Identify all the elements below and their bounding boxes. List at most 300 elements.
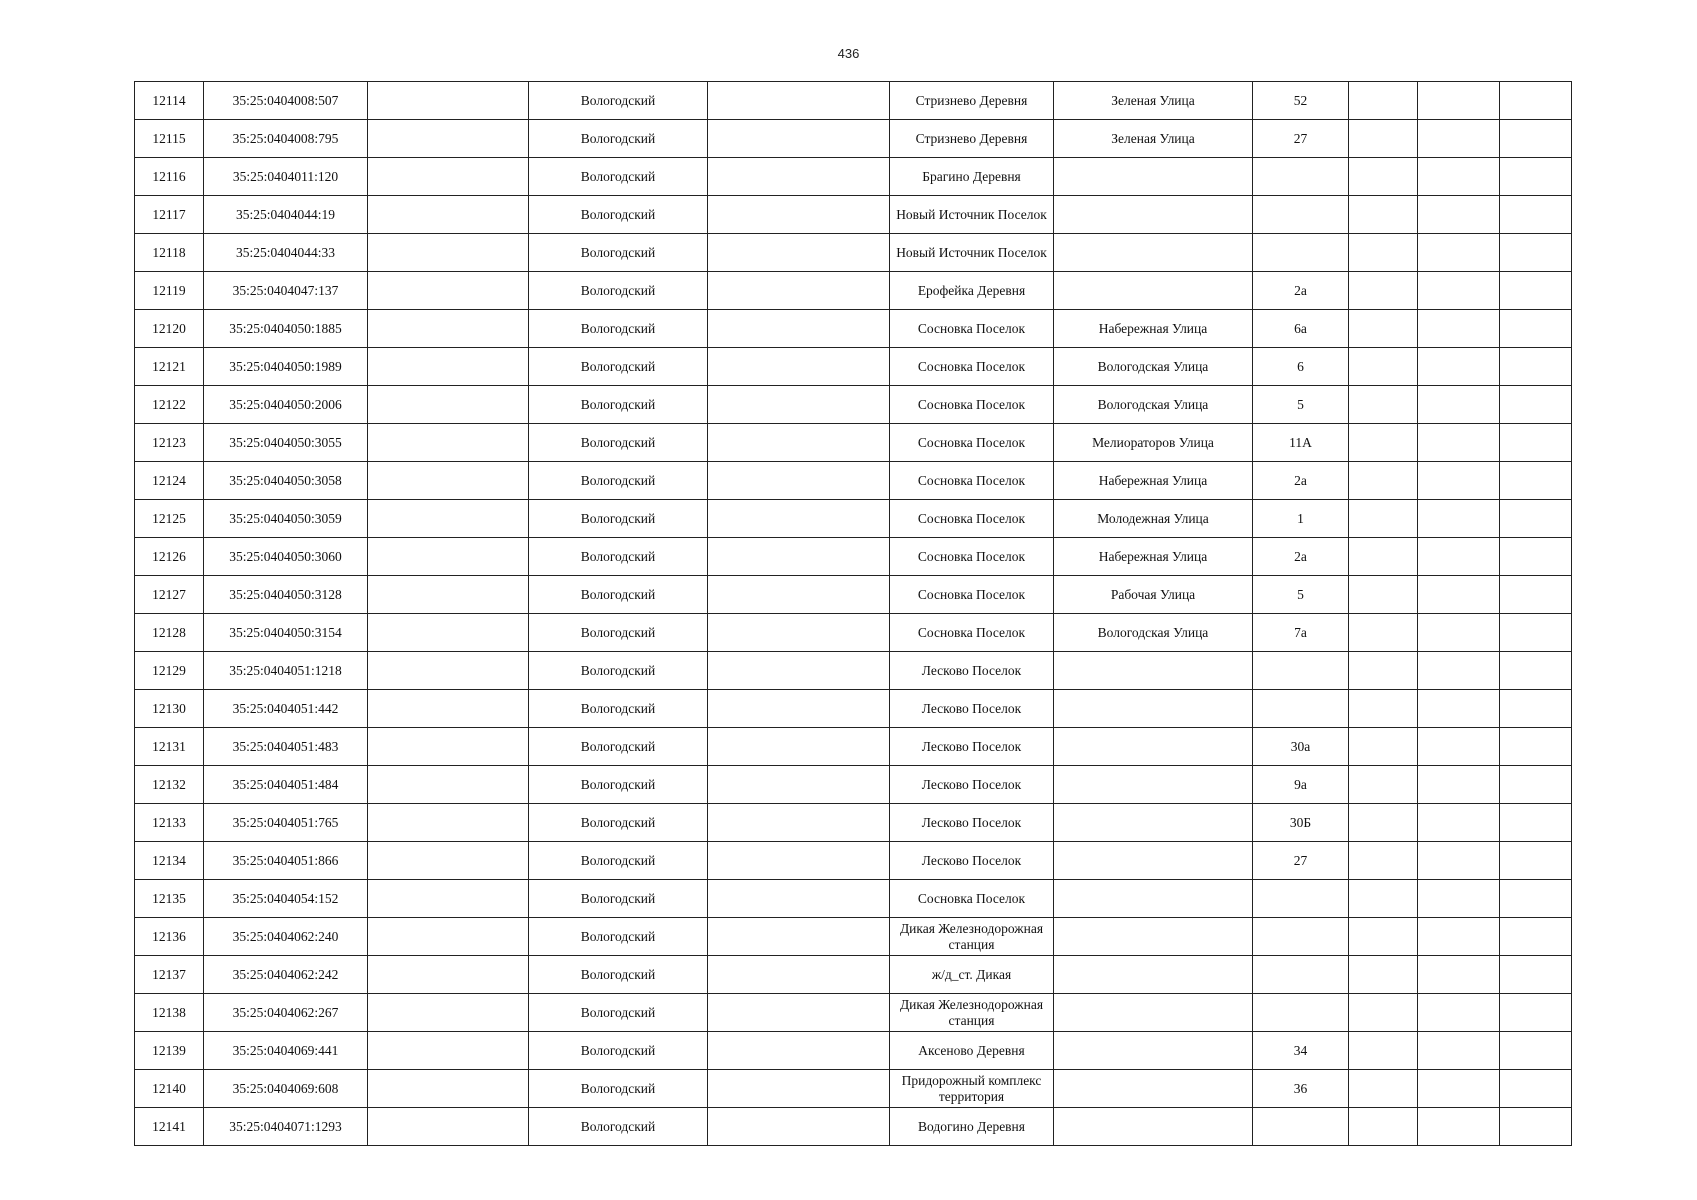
house-cell: 27 — [1253, 842, 1349, 880]
empty-cell — [1500, 82, 1572, 120]
street-cell: Набережная Улица — [1054, 310, 1253, 348]
row-number-cell: 12140 — [135, 1070, 204, 1108]
empty-cell — [1418, 956, 1500, 994]
empty-cell — [708, 956, 890, 994]
table-row — [135, 994, 1572, 1032]
row-number-cell: 12119 — [135, 272, 204, 310]
street-cell — [1054, 766, 1253, 804]
row-number-cell: 12139 — [135, 1032, 204, 1070]
empty-cell — [1349, 120, 1418, 158]
empty-cell — [368, 348, 529, 386]
house-cell — [1253, 1108, 1349, 1146]
street-cell — [1054, 652, 1253, 690]
table-row — [135, 1070, 1572, 1108]
district-cell: Вологодский — [529, 272, 708, 310]
street-cell — [1054, 880, 1253, 918]
empty-cell — [1418, 652, 1500, 690]
empty-cell — [368, 994, 529, 1032]
cadastral-number-cell: 35:25:0404050:3060 — [204, 538, 368, 576]
street-cell — [1054, 1032, 1253, 1070]
cadastral-number-cell: 35:25:0404008:507 — [204, 82, 368, 120]
empty-cell — [1418, 500, 1500, 538]
cadastral-number-cell: 35:25:0404069:608 — [204, 1070, 368, 1108]
empty-cell — [368, 842, 529, 880]
empty-cell — [1500, 1032, 1572, 1070]
district-cell: Вологодский — [529, 766, 708, 804]
empty-cell — [708, 1070, 890, 1108]
street-cell: Мелиораторов Улица — [1054, 424, 1253, 462]
empty-cell — [1349, 158, 1418, 196]
table-row — [135, 120, 1572, 158]
district-cell: Вологодский — [529, 82, 708, 120]
locality-cell: ж/д_ст. Дикая — [890, 956, 1054, 994]
street-cell — [1054, 956, 1253, 994]
house-cell — [1253, 196, 1349, 234]
empty-cell — [1418, 272, 1500, 310]
house-cell — [1253, 918, 1349, 956]
locality-cell: Сосновка Поселок — [890, 538, 1054, 576]
empty-cell — [1349, 462, 1418, 500]
street-cell: Набережная Улица — [1054, 462, 1253, 500]
locality-cell: Стризнево Деревня — [890, 120, 1054, 158]
district-cell: Вологодский — [529, 158, 708, 196]
empty-cell — [1349, 842, 1418, 880]
empty-cell — [1418, 158, 1500, 196]
empty-cell — [708, 348, 890, 386]
empty-cell — [368, 880, 529, 918]
district-cell: Вологодский — [529, 234, 708, 272]
table-row — [135, 310, 1572, 348]
empty-cell — [708, 234, 890, 272]
empty-cell — [1418, 1108, 1500, 1146]
district-cell: Вологодский — [529, 348, 708, 386]
street-cell — [1054, 728, 1253, 766]
empty-cell — [708, 386, 890, 424]
empty-cell — [1418, 918, 1500, 956]
locality-cell: Лесково Поселок — [890, 804, 1054, 842]
row-number-cell: 12132 — [135, 766, 204, 804]
empty-cell — [1500, 728, 1572, 766]
empty-cell — [708, 576, 890, 614]
empty-cell — [1349, 956, 1418, 994]
row-number-cell: 12136 — [135, 918, 204, 956]
empty-cell — [1418, 690, 1500, 728]
empty-cell — [1349, 538, 1418, 576]
empty-cell — [1349, 1108, 1418, 1146]
house-cell — [1253, 652, 1349, 690]
empty-cell — [1349, 1032, 1418, 1070]
district-cell: Вологодский — [529, 1070, 708, 1108]
district-cell: Вологодский — [529, 196, 708, 234]
row-number-cell: 12118 — [135, 234, 204, 272]
empty-cell — [1500, 1108, 1572, 1146]
locality-cell: Сосновка Поселок — [890, 500, 1054, 538]
row-number-cell: 12121 — [135, 348, 204, 386]
cadastral-number-cell: 35:25:0404051:442 — [204, 690, 368, 728]
house-cell — [1253, 880, 1349, 918]
empty-cell — [708, 310, 890, 348]
district-cell: Вологодский — [529, 880, 708, 918]
empty-cell — [368, 690, 529, 728]
empty-cell — [1418, 310, 1500, 348]
row-number-cell: 12138 — [135, 994, 204, 1032]
empty-cell — [1349, 576, 1418, 614]
cadastral-number-cell: 35:25:0404054:152 — [204, 880, 368, 918]
house-cell — [1253, 956, 1349, 994]
district-cell: Вологодский — [529, 120, 708, 158]
house-cell: 7а — [1253, 614, 1349, 652]
table-row — [135, 918, 1572, 956]
street-cell: Молодежная Улица — [1054, 500, 1253, 538]
street-cell: Рабочая Улица — [1054, 576, 1253, 614]
empty-cell — [1349, 766, 1418, 804]
table-row — [135, 652, 1572, 690]
empty-cell — [1500, 158, 1572, 196]
locality-cell: Брагино Деревня — [890, 158, 1054, 196]
empty-cell — [1418, 766, 1500, 804]
locality-cell: Сосновка Поселок — [890, 386, 1054, 424]
cadastral-number-cell: 35:25:0404069:441 — [204, 1032, 368, 1070]
empty-cell — [368, 538, 529, 576]
table-row — [135, 462, 1572, 500]
house-cell — [1253, 234, 1349, 272]
street-cell: Вологодская Улица — [1054, 348, 1253, 386]
empty-cell — [1500, 690, 1572, 728]
empty-cell — [1500, 462, 1572, 500]
cadastral-number-cell: 35:25:0404050:3059 — [204, 500, 368, 538]
locality-cell: Новый Источник Поселок — [890, 234, 1054, 272]
empty-cell — [1349, 234, 1418, 272]
house-cell — [1253, 994, 1349, 1032]
cadastral-number-cell: 35:25:0404050:3154 — [204, 614, 368, 652]
empty-cell — [1418, 82, 1500, 120]
district-cell: Вологодский — [529, 956, 708, 994]
district-cell: Вологодский — [529, 728, 708, 766]
cadastral-number-cell: 35:25:0404062:242 — [204, 956, 368, 994]
empty-cell — [1418, 728, 1500, 766]
table-row — [135, 576, 1572, 614]
table-row — [135, 614, 1572, 652]
row-number-cell: 12125 — [135, 500, 204, 538]
district-cell: Вологодский — [529, 310, 708, 348]
empty-cell — [1418, 614, 1500, 652]
cadastral-number-cell: 35:25:0404044:19 — [204, 196, 368, 234]
empty-cell — [1500, 804, 1572, 842]
empty-cell — [368, 462, 529, 500]
house-cell: 9а — [1253, 766, 1349, 804]
district-cell: Вологодский — [529, 538, 708, 576]
empty-cell — [1349, 272, 1418, 310]
row-number-cell: 12135 — [135, 880, 204, 918]
street-cell: Набережная Улица — [1054, 538, 1253, 576]
locality-cell: Стризнево Деревня — [890, 82, 1054, 120]
empty-cell — [368, 158, 529, 196]
house-cell: 1 — [1253, 500, 1349, 538]
empty-cell — [1500, 652, 1572, 690]
cadastral-number-cell: 35:25:0404050:3128 — [204, 576, 368, 614]
empty-cell — [708, 842, 890, 880]
row-number-cell: 12122 — [135, 386, 204, 424]
empty-cell — [368, 234, 529, 272]
empty-cell — [708, 538, 890, 576]
empty-cell — [1418, 576, 1500, 614]
cadastral-number-cell: 35:25:0404051:765 — [204, 804, 368, 842]
locality-cell: Новый Источник Поселок — [890, 196, 1054, 234]
house-cell: 2а — [1253, 538, 1349, 576]
district-cell: Вологодский — [529, 614, 708, 652]
empty-cell — [1500, 500, 1572, 538]
empty-cell — [368, 120, 529, 158]
empty-cell — [1500, 1070, 1572, 1108]
street-cell — [1054, 272, 1253, 310]
empty-cell — [368, 956, 529, 994]
empty-cell — [1418, 1070, 1500, 1108]
house-cell — [1253, 690, 1349, 728]
locality-cell: Сосновка Поселок — [890, 462, 1054, 500]
cadastral-number-cell: 35:25:0404062:240 — [204, 918, 368, 956]
street-cell — [1054, 1070, 1253, 1108]
house-cell: 2а — [1253, 462, 1349, 500]
cadastral-number-cell: 35:25:0404050:3058 — [204, 462, 368, 500]
table-row — [135, 766, 1572, 804]
empty-cell — [368, 1108, 529, 1146]
locality-cell: Сосновка Поселок — [890, 576, 1054, 614]
empty-cell — [1349, 386, 1418, 424]
locality-cell: Лесково Поселок — [890, 842, 1054, 880]
table-row — [135, 804, 1572, 842]
locality-cell: Ерофейка Деревня — [890, 272, 1054, 310]
district-cell: Вологодский — [529, 994, 708, 1032]
cadastral-number-cell: 35:25:0404044:33 — [204, 234, 368, 272]
empty-cell — [368, 576, 529, 614]
empty-cell — [368, 82, 529, 120]
table-row — [135, 234, 1572, 272]
street-cell — [1054, 918, 1253, 956]
empty-cell — [1500, 576, 1572, 614]
empty-cell — [1500, 956, 1572, 994]
locality-cell: Лесково Поселок — [890, 652, 1054, 690]
locality-cell: Сосновка Поселок — [890, 880, 1054, 918]
table-row — [135, 82, 1572, 120]
locality-cell: Дикая Железнодорожная станция — [890, 994, 1054, 1032]
cadastral-number-cell: 35:25:0404050:1885 — [204, 310, 368, 348]
empty-cell — [1500, 120, 1572, 158]
empty-cell — [1500, 842, 1572, 880]
row-number-cell: 12123 — [135, 424, 204, 462]
district-cell: Вологодский — [529, 652, 708, 690]
empty-cell — [1500, 272, 1572, 310]
empty-cell — [1500, 348, 1572, 386]
empty-cell — [708, 158, 890, 196]
house-cell: 30Б — [1253, 804, 1349, 842]
empty-cell — [1500, 880, 1572, 918]
empty-cell — [368, 918, 529, 956]
street-cell — [1054, 842, 1253, 880]
row-number-cell: 12126 — [135, 538, 204, 576]
cadastral-number-cell: 35:25:0404008:795 — [204, 120, 368, 158]
empty-cell — [708, 462, 890, 500]
table-row — [135, 956, 1572, 994]
district-cell: Вологодский — [529, 804, 708, 842]
locality-cell: Сосновка Поселок — [890, 424, 1054, 462]
house-cell: 52 — [1253, 82, 1349, 120]
house-cell — [1253, 158, 1349, 196]
table-body — [135, 82, 1572, 1146]
cadastral-number-cell: 35:25:0404051:484 — [204, 766, 368, 804]
empty-cell — [1418, 994, 1500, 1032]
street-cell: Вологодская Улица — [1054, 386, 1253, 424]
cadastral-number-cell: 35:25:0404050:3055 — [204, 424, 368, 462]
empty-cell — [708, 880, 890, 918]
empty-cell — [368, 500, 529, 538]
street-cell — [1054, 994, 1253, 1032]
empty-cell — [708, 500, 890, 538]
empty-cell — [1418, 842, 1500, 880]
house-cell: 2а — [1253, 272, 1349, 310]
empty-cell — [1418, 538, 1500, 576]
locality-cell: Лесково Поселок — [890, 766, 1054, 804]
empty-cell — [1500, 310, 1572, 348]
empty-cell — [368, 804, 529, 842]
locality-cell: Сосновка Поселок — [890, 310, 1054, 348]
empty-cell — [1349, 348, 1418, 386]
district-cell: Вологодский — [529, 842, 708, 880]
district-cell: Вологодский — [529, 424, 708, 462]
locality-cell: Сосновка Поселок — [890, 348, 1054, 386]
row-number-cell: 12127 — [135, 576, 204, 614]
table-row — [135, 842, 1572, 880]
row-number-cell: 12120 — [135, 310, 204, 348]
locality-cell: Лесково Поселок — [890, 728, 1054, 766]
cadastral-number-cell: 35:25:0404011:120 — [204, 158, 368, 196]
district-cell: Вологодский — [529, 1032, 708, 1070]
street-cell: Вологодская Улица — [1054, 614, 1253, 652]
empty-cell — [1418, 462, 1500, 500]
empty-cell — [1349, 82, 1418, 120]
empty-cell — [1349, 652, 1418, 690]
table-row — [135, 880, 1572, 918]
empty-cell — [708, 1032, 890, 1070]
locality-cell: Лесково Поселок — [890, 690, 1054, 728]
empty-cell — [708, 652, 890, 690]
cadastral-number-cell: 35:25:0404051:866 — [204, 842, 368, 880]
empty-cell — [368, 1032, 529, 1070]
empty-cell — [708, 804, 890, 842]
empty-cell — [708, 728, 890, 766]
table-row — [135, 386, 1572, 424]
empty-cell — [368, 386, 529, 424]
street-cell — [1054, 690, 1253, 728]
house-cell: 5 — [1253, 576, 1349, 614]
table-row — [135, 500, 1572, 538]
district-cell: Вологодский — [529, 1108, 708, 1146]
empty-cell — [1418, 386, 1500, 424]
street-cell — [1054, 234, 1253, 272]
house-cell: 6 — [1253, 348, 1349, 386]
cadastral-number-cell: 35:25:0404047:137 — [204, 272, 368, 310]
table-row — [135, 348, 1572, 386]
cadastral-number-cell: 35:25:0404051:483 — [204, 728, 368, 766]
empty-cell — [708, 120, 890, 158]
empty-cell — [1500, 386, 1572, 424]
house-cell: 30а — [1253, 728, 1349, 766]
empty-cell — [1500, 614, 1572, 652]
empty-cell — [368, 272, 529, 310]
district-cell: Вологодский — [529, 462, 708, 500]
street-cell — [1054, 196, 1253, 234]
row-number-cell: 12129 — [135, 652, 204, 690]
street-cell: Зеленая Улица — [1054, 120, 1253, 158]
street-cell — [1054, 804, 1253, 842]
empty-cell — [1500, 234, 1572, 272]
house-cell: 6а — [1253, 310, 1349, 348]
empty-cell — [708, 918, 890, 956]
empty-cell — [1349, 310, 1418, 348]
street-cell — [1054, 158, 1253, 196]
empty-cell — [1500, 766, 1572, 804]
empty-cell — [1349, 804, 1418, 842]
empty-cell — [368, 614, 529, 652]
street-cell — [1054, 1108, 1253, 1146]
empty-cell — [1418, 804, 1500, 842]
empty-cell — [708, 82, 890, 120]
district-cell: Вологодский — [529, 690, 708, 728]
empty-cell — [1349, 690, 1418, 728]
row-number-cell: 12114 — [135, 82, 204, 120]
row-number-cell: 12115 — [135, 120, 204, 158]
empty-cell — [708, 272, 890, 310]
empty-cell — [368, 766, 529, 804]
house-cell: 5 — [1253, 386, 1349, 424]
table-row — [135, 424, 1572, 462]
empty-cell — [1349, 918, 1418, 956]
table-row — [135, 196, 1572, 234]
table-row — [135, 538, 1572, 576]
locality-cell: Придорожный комплекс территория — [890, 1070, 1054, 1108]
row-number-cell: 12133 — [135, 804, 204, 842]
empty-cell — [708, 766, 890, 804]
empty-cell — [1418, 196, 1500, 234]
empty-cell — [1349, 500, 1418, 538]
empty-cell — [708, 1108, 890, 1146]
empty-cell — [368, 1070, 529, 1108]
district-cell: Вологодский — [529, 500, 708, 538]
district-cell: Вологодский — [529, 576, 708, 614]
empty-cell — [1500, 538, 1572, 576]
table-row — [135, 1032, 1572, 1070]
empty-cell — [1349, 196, 1418, 234]
empty-cell — [1349, 728, 1418, 766]
empty-cell — [1500, 918, 1572, 956]
row-number-cell: 12131 — [135, 728, 204, 766]
cadastral-number-cell: 35:25:0404050:2006 — [204, 386, 368, 424]
district-cell: Вологодский — [529, 918, 708, 956]
empty-cell — [1349, 424, 1418, 462]
empty-cell — [368, 424, 529, 462]
house-cell: 27 — [1253, 120, 1349, 158]
district-cell: Вологодский — [529, 386, 708, 424]
page-number: 436 — [837, 46, 860, 61]
empty-cell — [368, 310, 529, 348]
empty-cell — [1418, 1032, 1500, 1070]
row-number-cell: 12116 — [135, 158, 204, 196]
empty-cell — [368, 728, 529, 766]
empty-cell — [708, 424, 890, 462]
empty-cell — [1418, 880, 1500, 918]
empty-cell — [1500, 196, 1572, 234]
empty-cell — [368, 652, 529, 690]
empty-cell — [1418, 234, 1500, 272]
